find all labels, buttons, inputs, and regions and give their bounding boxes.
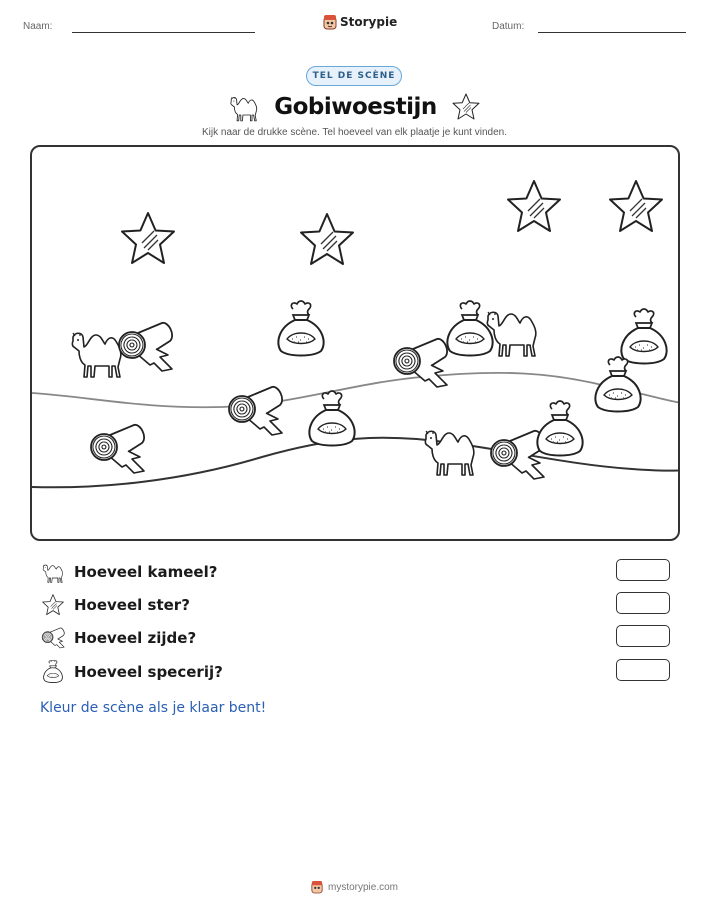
silk-roll-icon[interactable] [119, 323, 172, 371]
question-row-camel [40, 559, 670, 585]
spice-bag-icon[interactable] [309, 391, 354, 446]
answer-box-silk[interactable] [616, 625, 670, 647]
name-line[interactable] [72, 32, 255, 33]
question-label: Hoeveel specerij? [74, 663, 223, 681]
star-icon[interactable] [122, 213, 174, 263]
question-row-spice [40, 659, 670, 685]
question-label: Hoeveel ster? [74, 596, 190, 614]
storypie-mascot-icon [311, 880, 323, 894]
site-footer [0, 880, 709, 894]
star-icon [40, 592, 66, 618]
silk-roll-icon[interactable] [229, 387, 282, 435]
site-url[interactable]: mystorypie.com [327, 881, 398, 893]
star-icon [451, 92, 481, 122]
brand-logo [323, 14, 397, 30]
date-label: Datum: [492, 21, 525, 32]
brand-name: Storypie [340, 15, 398, 29]
question-row-star [40, 592, 670, 618]
spice-bag-icon[interactable] [278, 301, 323, 356]
camel-icon[interactable] [487, 312, 535, 356]
star-icon[interactable] [301, 214, 353, 264]
camel-icon [228, 91, 260, 123]
spice-bag-icon[interactable] [595, 357, 640, 412]
spice-bag-icon[interactable] [537, 401, 582, 456]
question-label: Hoeveel zijde? [74, 629, 197, 647]
star-icon[interactable] [610, 181, 662, 231]
camel-icon[interactable] [425, 431, 473, 475]
silk-roll-icon [40, 625, 66, 651]
spice-bag-icon[interactable] [621, 309, 666, 364]
date-line[interactable] [538, 32, 686, 33]
answer-box-spice[interactable] [616, 659, 670, 681]
dune-back-line [32, 373, 680, 407]
page-title: Gobiwoestijn [274, 94, 437, 120]
title-row [0, 90, 709, 124]
star-icon[interactable] [508, 181, 560, 231]
activity-badge: TEL DE SCÈNE [306, 66, 402, 86]
spice-bag-icon [40, 659, 66, 685]
counting-scene[interactable] [30, 145, 680, 541]
answer-box-star[interactable] [616, 592, 670, 614]
coloring-note: Kleur de scène als je klaar bent! [40, 700, 267, 716]
scene-drawing [32, 147, 680, 541]
spice-bag-icon[interactable] [447, 301, 492, 356]
camel-icon [40, 559, 66, 585]
silk-roll-icon[interactable] [491, 431, 544, 479]
answer-box-camel[interactable] [616, 559, 670, 581]
question-row-silk [40, 625, 670, 651]
name-label: Naam: [23, 21, 53, 32]
storypie-mascot-icon [323, 14, 337, 30]
question-label: Hoeveel kameel? [74, 563, 218, 581]
camel-icon[interactable] [72, 333, 120, 377]
silk-roll-icon[interactable] [91, 425, 144, 473]
page-subtitle: Kijk naar de drukke scène. Tel hoeveel van elk plaatje je kunt vinden. [201, 127, 507, 138]
